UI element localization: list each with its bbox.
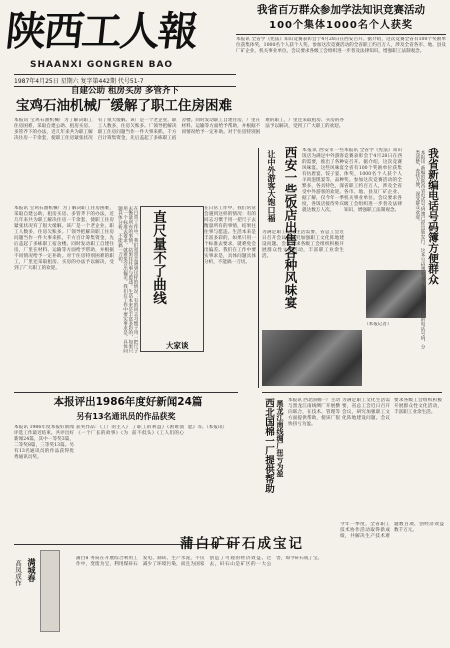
bottom-vertical-body: 本报讯 西北国棉一厂主动与黑龙江南线绸厂开展横向联合，在技术、管理等方面提供帮助，使该厂很快扭亏为盈。 (288, 398, 340, 427)
mid-right-body: 在日常工作中，我们常常会遇到这样的情况：有的同志习惯于用一把尺子去衡量所有的事情，结果往往事与愿违。生活本来是丰富多彩的，如果只用一个标准去要求，就难免会出偏差。我们在工作中要实事求是，具体问题具体分析，不能搞一刀切。 (204, 206, 256, 265)
left-vertical-headline: 满城春 (27, 558, 36, 582)
award-subheadline: 另有13名通讯员的作品获奖 (76, 412, 176, 421)
award-rule-top (14, 392, 238, 393)
right-vertical-headline: 西安一些饭店出售各种风味宴 (283, 146, 298, 309)
award-headline: 本报评出1986年度好新闻24篇 (53, 396, 203, 408)
top-right-body: 本报讯 全省学《宪法》知识竞赛表彰会于4月28日在西安召开。据介绍，这次竞赛全省有100个奖励单位获集体奖，1000名个人获个人奖。参加这次竞赛活动的全省职工约百万人，涉及全省各市、地、县及厂矿企业、机关事业单位。会议要求各级工会组织进一步普及法律知识，增强职工法制观念。 (236, 37, 446, 54)
mid-box-left-text: 在日常工作中，我们常常会遇到这样的情况：有的同志习惯于用一把尺子去衡量所有的事情，结果往往事与愿违。生活本来是丰富多彩的，如果只用一个标准去要求，就难免会出偏差。我们在工作中要实事求是，具体问题具体分析，不能搞一刀切。 (117, 206, 138, 354)
lead-headline: 宝鸡石油机械厂缓解了职工住房困难 (16, 98, 232, 114)
right-vertical-kicker: 让中外游客大饱口福 (267, 150, 276, 222)
feature-body: 蒲白矿务局在开展综合利用工作中，变废为宝，利用煤矸石发电、制砖、生产水泥，不仅减少了环境污染，而且为国家创造了可观的经济效益。过去，矸石山是矿区的一大公害，如今矸石成了宝。 (76, 556, 323, 567)
artwork-image (40, 550, 60, 632)
right-inner-body-2: 本报讯 全省学《宪法》知识竞赛表彰会于4月28日在西安召开。据介绍，这次竞赛全省有100个奖励单位获集体奖，1000名个人获个人奖。参加这次竞赛活动的全省职工约百万人，涉及全省各市、地、县及厂矿企业、机关事业单位。会议要求各级工会组织进一步普及法律知识，增强职工法制观念。 (344, 148, 402, 213)
bottom-right-rule (262, 392, 442, 393)
mid-left-body: 本报讯 宝鸡石油机械厂为了解决职工住房困难，采取自建公助、租房买房、多管齐下的办法，近几年来共为职工解决住房一千余套，使职工住房紧张状况有了很大缓解。该厂是一个老企业，职工人数多，住房欠账多。厂领导把解决职工住房问题当作一件大事来抓，千方百计筹集资金，先后盖起了多栋职工宿舍楼。同时发动职工自建住房，厂里在材料、运输等方面给予帮助，并根据不同情况给予一定补助。对于住房特别困难的职工，厂里还采取租房、买房的办法予以解决，受到了广大职工的欢迎。 (14, 206, 114, 271)
right-vertical-body: 本报讯 西安市一些饭店为满足中外游客的需要，推出了各种风味宴。这些风味宴有仿唐宴、饺子宴、羊肉泡馍宴等，品种繁多，各具特色，深受中外游客的欢迎。据了解，仅今年一季度，各饭店接待外宾就达数万人次。 (302, 148, 344, 213)
masthead-pinyin: SHAANXI GONGREN BAO (30, 60, 174, 70)
feature-headline: 蒲白矿矸石成宝记 (180, 536, 304, 552)
award-body: 本报讯 1986年度本报好新闻评选工作最近结束。共评出好新闻24篇，其中一等奖3篇，二等奖8篇，三等奖13篇。另有13名通讯员的作品获得优秀通讯员奖。 (14, 425, 74, 460)
mid-box-subtitle: 大家谈 (166, 341, 189, 350)
top-right-rule (236, 34, 446, 35)
column-rule (258, 148, 259, 388)
lead-kicker: 自建公助 租房买房 多管齐下 (71, 86, 179, 96)
left-vertical-byline: 高凤成作 (14, 560, 22, 586)
right-strip-body: 本报讯 新编的陕西省电话号码簿已经出版发行。这本号码簿收录了全省各主要单位的电话号码，分类清楚，查找方便，深受群众欢迎。 (414, 150, 425, 350)
top-right-subheadline: 100个集体1000名个人获奖 (269, 20, 413, 31)
issue-line: 1987年4月25日 星期六 复字第442期 代号51-7 (14, 74, 236, 87)
right-inner-caption: （本报记者） (364, 322, 392, 327)
bottom-vertical-body-2: 为满足职工文化生活需要，省总工会近日召开会议，研究加强职工文化阵地建设问题。会议要求各级工会组织积极开展群众性文化活动，丰富职工业余生活。 (342, 398, 442, 421)
lead-body: 本报讯 宝鸡石油机械厂为了解决职工住房困难，采取自建公助、租房买房、多管齐下的办法，近几年来共为职工解决住房一千余套，使职工住房紧张状况有了很大缓解。该厂是一个老企业，职工人数多，住房欠账多。厂领导把解决职工住房问题当作一件大事来抓，千方百计筹集资金，先后盖起了多栋职工宿舍楼。同时发动职工自建住房，厂里在材料、运输等方面给予帮助，并根据不同情况给予一定补助。对于住房特别困难的职工，厂里还采取租房、买房的办法予以解决，受到了广大职工的欢迎。 (14, 118, 344, 141)
bottom-vertical-headline: 西北国棉一厂提供帮助 (263, 398, 274, 493)
bottom-right-body: 今年一季度，全省职工技术协作活动取得新成绩，共解决生产技术难题数百项，创经济效益数千万元。 (340, 522, 444, 539)
photo-bottom (262, 330, 362, 386)
top-right-headline: 我省百万群众参加学法知识竞赛活动 (257, 4, 425, 16)
right-inner-body: 为满足职工文化生活需要，省总工会近日召开会议，研究加强职工文化阵地建设问题。会议要求各级工会组织积极开展群众性文化活动，丰富职工业余生活。 (262, 230, 344, 259)
mid-box-title: 直尺量不了曲线 (150, 210, 166, 305)
right-strip-headline: 我省新编电话号码簿方便群众 (427, 148, 439, 285)
bottom-vertical-kicker: 黑龙江南线绸厂扭亏为盈 (276, 400, 284, 477)
masthead-title: 陕西工人報 (3, 8, 199, 55)
award-list: 获奖作品：《工厂的主人》《一个厂长的故事》《为了职工的利益》《困难面前不低头》《工人们的心愿》等。（本报讯） (76, 425, 228, 436)
